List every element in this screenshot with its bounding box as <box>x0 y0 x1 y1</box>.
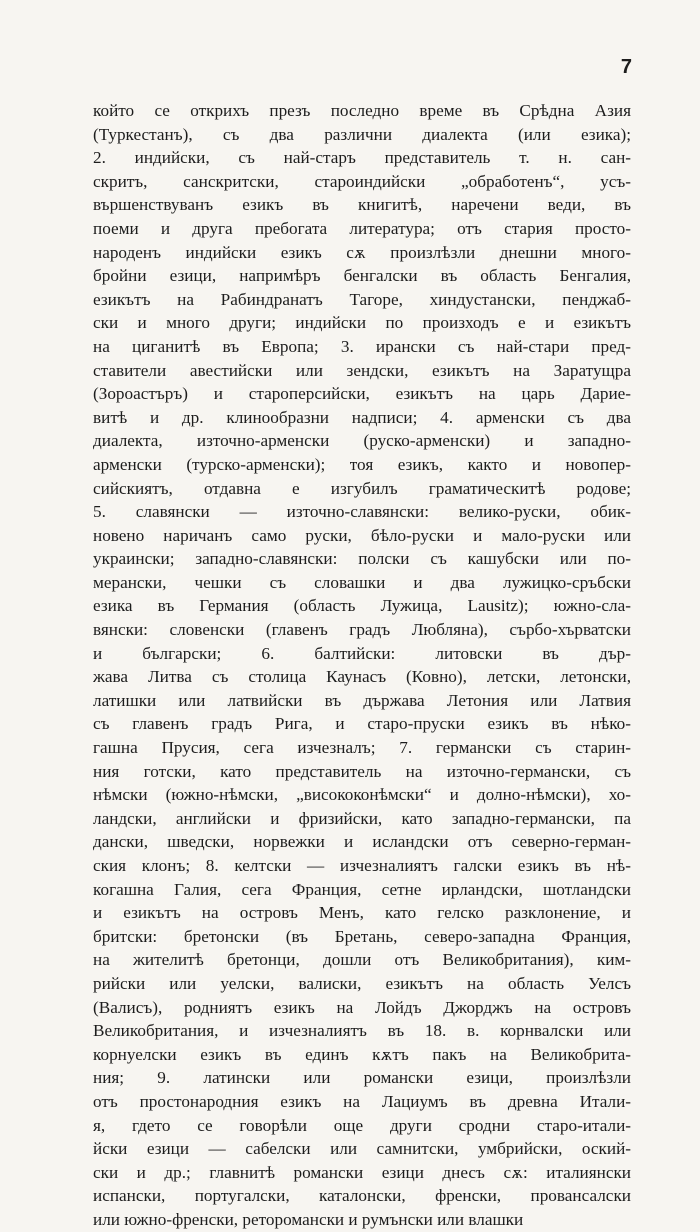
text-line: вянски: словенски (главенъ градъ Любляна), сърбо-хърватски <box>93 620 631 640</box>
text-line: ския клонъ; 8. келтски — изчезналиятъ галски езикъ въ нѣ- <box>93 856 631 875</box>
text-line: новено наричанъ само руски, бѣло-руски и мало-руски или <box>93 525 631 545</box>
text-line: ния; 9. латински или романски езици, произлѣзли <box>93 1068 631 1088</box>
text-line: 2. индийски, съ най-старъ представитель т. н. сан- <box>93 148 631 168</box>
text-line: езика въ Германия (область Лужица, Lausitz); южно-сла- <box>93 596 631 616</box>
text-line: народенъ индийски езикъ сѫ произлѣзли днешни много- <box>93 242 631 262</box>
text-line: скритъ, санскритски, староиндийски „обработенъ“, усъ- <box>93 171 631 191</box>
text-line: арменски (турско-арменски); тоя езикъ, както и новопер- <box>93 454 631 474</box>
text-line: дански, шведски, норвежки и исландски отъ северно-герман- <box>93 832 631 852</box>
text-line: корнуелски езикъ въ единъ кѫтъ пакъ на Великобрита- <box>93 1044 631 1064</box>
text-line: съ главенъ градъ Рига, и старо-пруски езикъ въ нѣко- <box>93 714 631 734</box>
text-line: ски и много други; индийски по произходъ е и езикътъ <box>93 313 631 333</box>
text-line: жава Литва съ столица Каунасъ (Ковно), летски, летонски, <box>93 667 631 687</box>
text-line: рийски или уелски, валиски, езикътъ на область Уелсъ <box>93 973 631 993</box>
text-line: който се открихъ презъ последно време въ Срѣдна Азия <box>93 101 631 120</box>
text-line: (Туркестанъ), съ два различни диалекта (или езика); <box>93 124 631 144</box>
text-line: ландски, английски и фризийски, като западно-германски, па <box>93 808 631 828</box>
text-line: ски и др.; главнитѣ романски езици днесъ сѫ: италиянски <box>93 1162 631 1182</box>
text-line: поеми и друга пребогата литература; отъ стария просто- <box>93 218 631 238</box>
page-number: 7 <box>620 56 632 78</box>
text-line: сийскиятъ, отдавна е изгубилъ граматическитѣ родове; <box>93 478 631 498</box>
text-line: украински; западно-славянски: полски съ кашубски или по- <box>93 549 631 569</box>
text-line: диалекта, източно-арменски (руско-арменски) и западно- <box>93 431 631 451</box>
text-line: мерански, чешки съ словашки и два лужицко-сръбски <box>93 572 631 592</box>
text-line: испански, португалски, каталонски, френски, провансалски <box>93 1186 631 1206</box>
text-line: гашна Прусия, сега изчезналъ; 7. германски съ старин- <box>93 738 631 758</box>
text-line: когашна Галия, сега Франция, сетне ирландски, шотландски <box>93 879 631 899</box>
text-line: отъ простонародния езикъ на Лациумъ въ древна Итали- <box>93 1091 631 1111</box>
text-line: бройни езици, напримѣръ бенгалски въ область Бенгалия, <box>93 266 631 286</box>
text-line: и езикътъ на островъ Менъ, като гелско разклонение, и <box>93 903 631 923</box>
text-line: (Валисъ), родниятъ езикъ на Лойдъ Джорджъ на островъ <box>93 997 631 1017</box>
text-line: латишки или латвийски въ държава Летония или Латвия <box>93 690 631 710</box>
text-line: витѣ и др. клинообразни надписи; 4. арменски съ два <box>93 407 631 427</box>
text-line: или южно-френски, реторомански и румънски или влашки <box>93 1209 524 1229</box>
text-line: нѣмски (южно-нѣмски, „висококонѣмски“ и долно-нѣмски), хо- <box>93 785 631 805</box>
text-line: Великобритания, и изчезналиятъ въ 18. в. корнвалски или <box>93 1021 631 1041</box>
text-line: ния готски, като представитель на източно-германски, съ <box>93 761 631 781</box>
text-line: (Зороастъръ) и староперсийски, езикътъ на царь Дарие- <box>93 384 631 404</box>
text-line: езикътъ на Рабиндранатъ Тагоре, хиндустански, пенджаб- <box>93 289 631 309</box>
text-line: на циганитѣ въ Европа; 3. ирански съ най-стари пред- <box>93 336 631 356</box>
text-line: я, гдето се говорѣли още други сродни старо-итали- <box>93 1115 631 1135</box>
text-line: ставители авестийски или зендски, езикътъ на Заратущра <box>93 360 631 380</box>
text-line: 5. славянски — източно-славянски: велико-руски, обик- <box>93 502 631 522</box>
text-line: йски езици — сабелски или самнитски, умбрийски, оский- <box>93 1139 631 1159</box>
text-line: вършенствуванъ езикъ въ книгитѣ, наречени веди, въ <box>93 195 631 215</box>
text-line: и български; 6. балтийски: литовски въ дър- <box>93 643 631 663</box>
text-line: на жителитѣ бретонци, дошли отъ Великобритания), ким- <box>93 950 631 970</box>
text-line: бритски: бретонски (въ Бретань, северо-западна Франция, <box>93 926 631 946</box>
body-text <box>93 99 631 1232</box>
